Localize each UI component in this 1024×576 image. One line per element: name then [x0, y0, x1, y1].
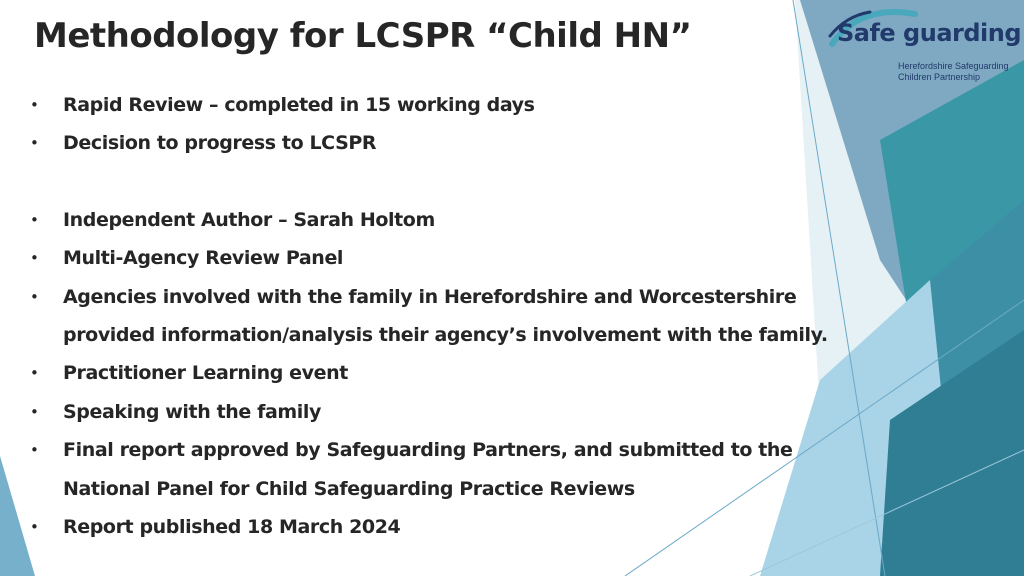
bullet-dot-icon: •: [30, 402, 39, 421]
bullet-dot-icon: •: [30, 96, 39, 114]
bullet-dot-icon: •: [30, 134, 39, 153]
bullet-item: [30, 201, 830, 239]
bullet-dot-icon: •: [30, 287, 39, 306]
bullet-dot-icon: •: [30, 210, 39, 229]
bullet-text: National Panel for Child Safeguarding Practice Reviews: [63, 477, 635, 500]
slide-title: Methodology for LCSPR “Child HN”: [34, 16, 692, 56]
bullet-item: [30, 508, 830, 546]
bullet-item: [30, 393, 830, 431]
bullet-list: [30, 86, 830, 546]
bullet-text: provided information/analysis their agency’s involvement with the family.: [63, 324, 828, 347]
bullet-text: Speaking with the family: [63, 400, 321, 423]
logo-wordmark: Safe guarding: [837, 19, 1022, 47]
bullet-text: Rapid Review – completed in 15 working days: [63, 94, 535, 116]
bullet-dot-icon: •: [30, 249, 39, 268]
bullet-text: Multi-Agency Review Panel: [63, 247, 344, 270]
logo-subtitle-line-2: Children Partnership: [898, 72, 981, 82]
logo-subtitle-line-1: Herefordshire Safeguarding: [898, 61, 1009, 71]
bullet-text: Final report approved by Safeguarding Partners, and submitted to the: [63, 439, 793, 462]
logo-subtitle: [898, 61, 1018, 83]
bullet-text: Independent Author – Sarah Holtom: [63, 208, 435, 231]
bullet-continuation: [30, 316, 830, 354]
bullet-item: [30, 354, 830, 392]
bullet-text: Agencies involved with the family in Herefordshire and Worcestershire: [63, 285, 797, 308]
bullet-dot-icon: •: [30, 518, 39, 537]
bullet-text: Decision to progress to LCSPR: [63, 132, 377, 155]
bullet-item: [30, 124, 830, 162]
safeguarding-logo: [810, 6, 1022, 86]
bullet-dot-icon: •: [30, 441, 39, 460]
bullet-text: Practitioner Learning event: [63, 362, 348, 385]
bullet-item: [30, 278, 830, 316]
bullet-continuation: [30, 470, 830, 508]
bullet-dot-icon: •: [30, 364, 39, 383]
bullet-text: Report published 18 March 2024: [63, 516, 401, 539]
bullet-item: [30, 239, 830, 277]
bullet-item: [30, 431, 830, 469]
bullet-item: [30, 86, 830, 124]
